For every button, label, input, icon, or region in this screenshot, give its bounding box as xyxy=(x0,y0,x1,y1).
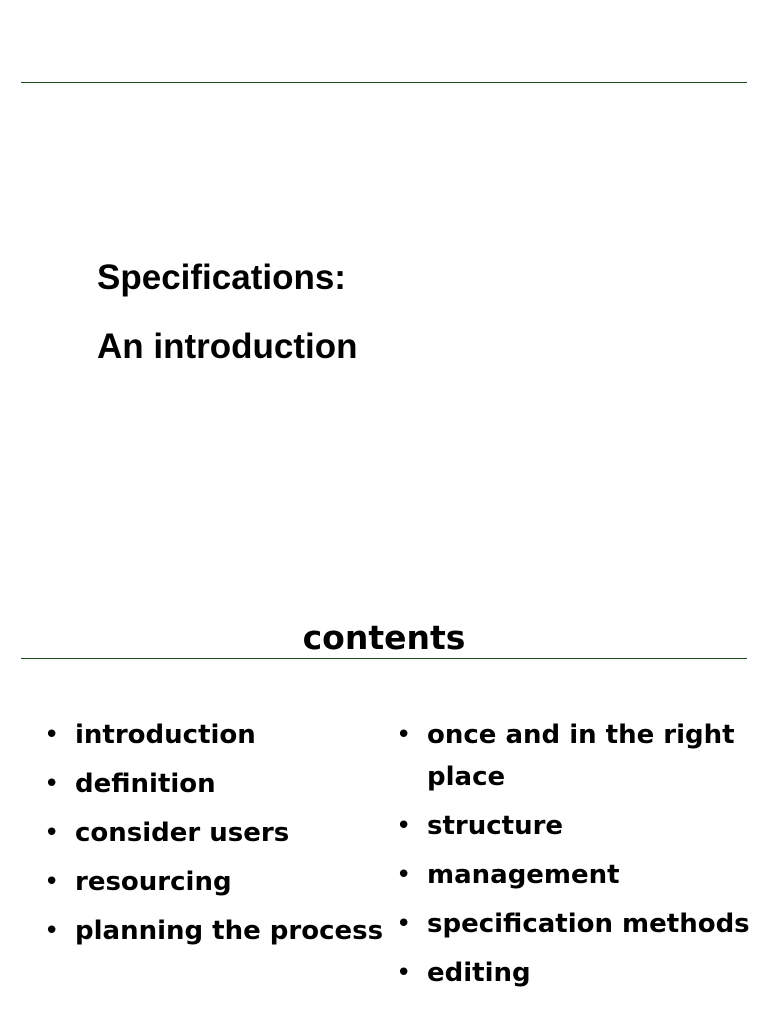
list-item xyxy=(396,805,756,847)
bullet-icon: • xyxy=(396,958,412,988)
list-item-label: structure xyxy=(427,811,564,841)
list-item-label: definition xyxy=(75,769,216,799)
list-item-label: editing xyxy=(427,958,531,988)
title-line-2: An introduction xyxy=(97,327,358,366)
title-block xyxy=(97,256,358,369)
list-item xyxy=(44,861,384,903)
list-item-label: resourcing xyxy=(75,867,232,897)
list-item xyxy=(396,952,756,994)
bullet-icon: • xyxy=(44,720,60,750)
list-item-label: planning the process xyxy=(75,916,384,946)
contents-heading: contents xyxy=(302,618,466,657)
list-item-label: management xyxy=(427,860,620,890)
bullet-icon: • xyxy=(396,909,412,939)
list-item xyxy=(44,714,384,756)
list-item xyxy=(44,812,384,854)
bullet-icon: • xyxy=(396,720,412,750)
bullet-icon: • xyxy=(396,811,412,841)
list-item xyxy=(396,854,756,896)
list-item-label: once and in the right place xyxy=(427,720,735,792)
bullet-icon: • xyxy=(44,867,60,897)
bullet-icon: • xyxy=(44,818,60,848)
list-item-label: consider users xyxy=(75,818,290,848)
contents-list-right xyxy=(396,714,756,1001)
bullet-icon: • xyxy=(44,916,60,946)
list-item-label: specification methods xyxy=(427,909,750,939)
title-line-1: Specifications: xyxy=(97,258,346,297)
list-item xyxy=(44,910,384,952)
top-divider xyxy=(21,82,747,83)
bullet-icon: • xyxy=(44,769,60,799)
contents-list-left xyxy=(44,714,384,959)
contents-divider xyxy=(21,658,747,659)
list-item xyxy=(44,763,384,805)
list-item xyxy=(396,714,756,798)
list-item xyxy=(396,903,756,945)
bullet-icon: • xyxy=(396,860,412,890)
list-item-label: introduction xyxy=(75,720,256,750)
